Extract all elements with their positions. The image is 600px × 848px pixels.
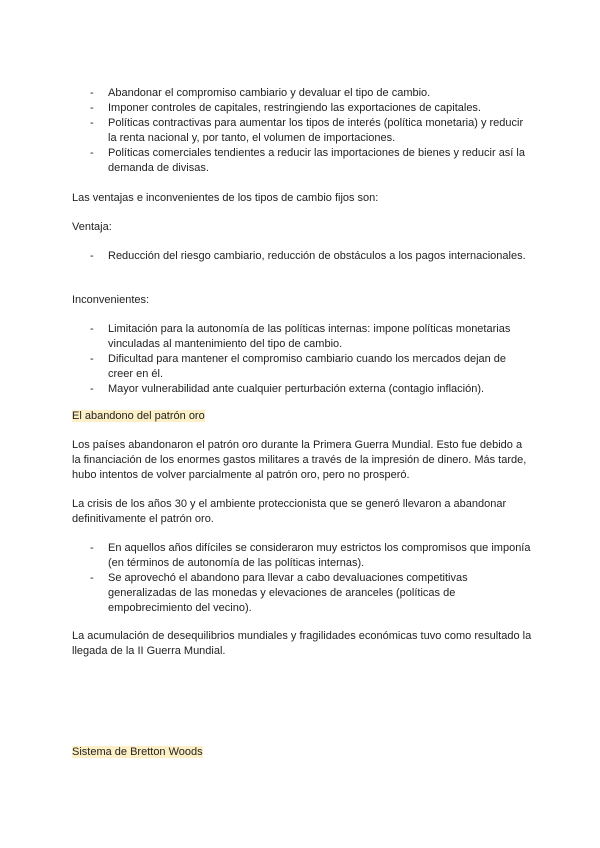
paragraph-patron-oro: Los países abandonaron el patrón oro durante la Primera Guerra Mundial. Esto fue debido a la financiación de los enormes gastos militares a través de la impresión de dinero. Más tarde, hubo intentos de volver parcialmente al patrón oro, pero no prosperó. (72, 439, 527, 481)
list-item: - Políticas comerciales tendientes a reducir las importaciones de bienes y reducir así la demanda de divisas. (90, 147, 525, 174)
section-heading-patron-oro (72, 409, 532, 424)
list-dash: - (90, 117, 94, 129)
list-item: - Limitación para la autonomía de las políticas internas: impone políticas monetarias vinculadas al mantenimiento del tipo de cambio. (90, 323, 511, 350)
ventaja-label: Ventaja: (72, 221, 112, 233)
list-dash: - (90, 147, 94, 159)
list-item: - En aquellos años difíciles se consideraron muy estrictos los compromisos que imponía (en términos de autonomía de las políticas internas). (90, 542, 531, 569)
list-item: - Abandonar el compromiso cambiario y devaluar el tipo de cambio. (90, 87, 431, 99)
paragraph-crisis: La crisis de los años 30 y el ambiente proteccionista que se generó llevaron a abandonar definitivamente el patrón oro. (72, 498, 507, 525)
heading-highlight: El abandono del patrón oro (72, 410, 205, 422)
measures-list (72, 86, 532, 176)
list-dash: - (90, 87, 94, 99)
list-dash: - (90, 383, 94, 395)
list-dash: - (90, 572, 94, 584)
section-heading-bretton-woods (72, 745, 532, 760)
crisis-list (72, 541, 532, 616)
list-item: - Dificultad para mantener el compromiso cambiario cuando los mercados dejan de creer en él. (90, 353, 507, 380)
intro-paragraph: Las ventajas e inconvenientes de los tipos de cambio fijos son: (72, 192, 379, 204)
list-item: - Se aprovechó el abandono para llevar a cabo devaluaciones competitivas generalizadas de las monedas y elevaciones de aranceles (políticas de empobrecimiento del vecino). (90, 572, 468, 614)
list-item: - Reducción del riesgo cambiario, reducción de obstáculos a los pagos internacionales. (90, 250, 526, 262)
paragraph-guerra: La acumulación de desequilibrios mundiales y fragilidades económicas tuvo como resultado la llegada de la II Guerra Mundial. (72, 630, 532, 657)
list-item: - Imponer controles de capitales, restringiendo las exportaciones de capitales. (90, 102, 481, 114)
list-dash: - (90, 542, 94, 554)
heading-highlight: Sistema de Bretton Woods (72, 746, 203, 758)
list-item: - Mayor vulnerabilidad ante cualquier perturbación externa (contagio inflación). (90, 383, 485, 395)
inconvenientes-label: Inconvenientes: (72, 294, 150, 306)
list-item: - Políticas contractivas para aumentar los tipos de interés (política monetaria) y reducir la renta nacional y, por tanto, el volumen de importaciones. (90, 117, 524, 144)
ventajas-list (72, 249, 532, 264)
list-dash: - (90, 250, 94, 262)
list-dash: - (90, 323, 94, 335)
list-dash: - (90, 353, 94, 365)
list-dash: - (90, 102, 94, 114)
inconvenientes-list (72, 322, 532, 397)
